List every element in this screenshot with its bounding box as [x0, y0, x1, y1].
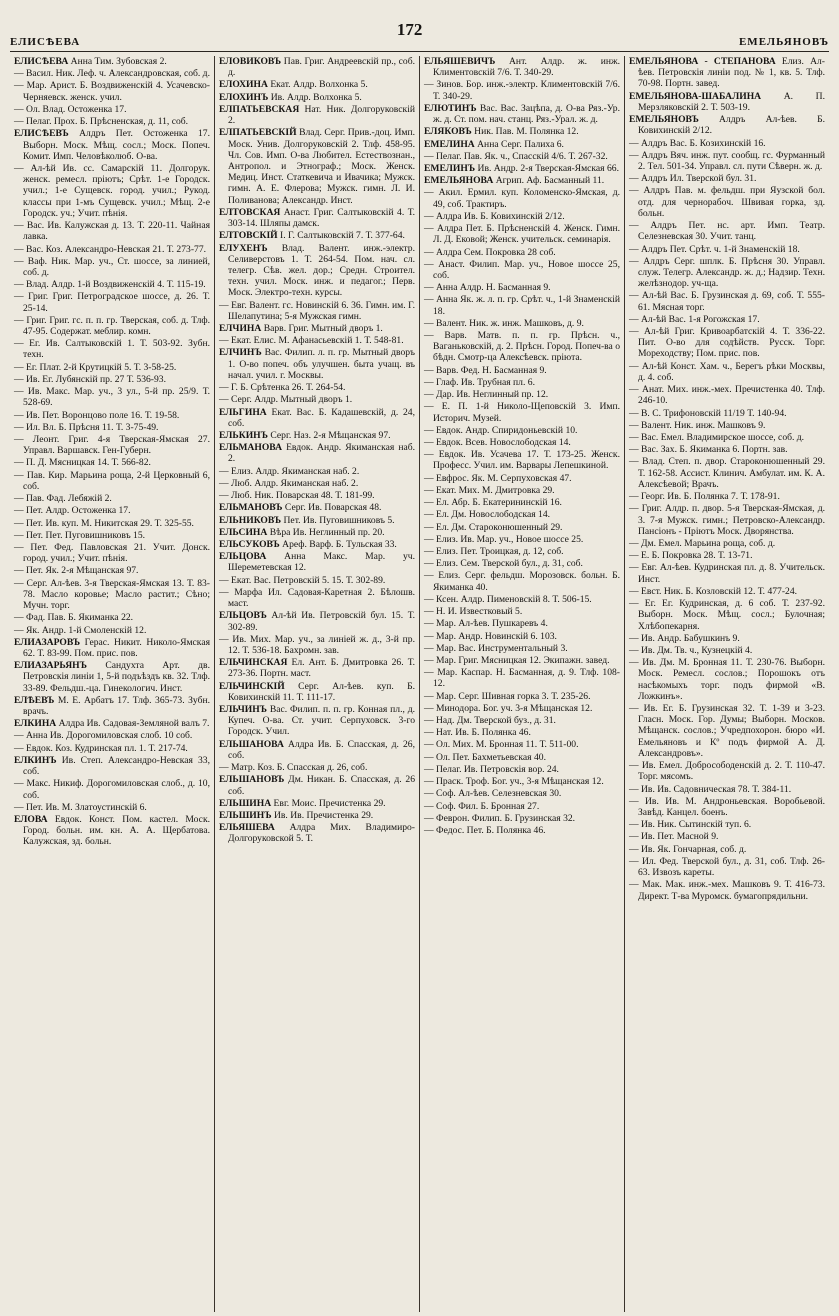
directory-entry: — Евдок. Всев. Новослободская 14. [424, 437, 571, 448]
directory-entry: ЕЛЬЯШЕВИЧЪ Ант. Алдр. ж. инж. Климентовскій 7/6. Т. 340-29. [424, 56, 620, 79]
directory-entry: — Серг. Алдр. Мытный дворъ 1. [219, 394, 353, 406]
directory-entry: — Акил. Ермил. куп. Коломенско-Ямская, д. 49, соб. Трактиръ. [424, 187, 620, 210]
directory-entry: — Алдръ Ил. Тверской бул. 31. [629, 173, 757, 185]
directory-entry: ЕЛЯКОВЪ Ник. Пав. М. Полянка 12. [424, 126, 579, 138]
directory-entry: — Пав. Кир. Марьина роща, 2-й Церковный 6, соб. [14, 469, 210, 492]
directory-entry: — Анат. Мих. инж.-мех. Пречистенка 40. Тлф. 246-10. [629, 384, 825, 407]
directory-entry: ЕЛЬЦОВА Анна Макс. Мар. уч. Шереметевская 12. [219, 551, 415, 574]
directory-entry: ЕЛЬШИНА Евг. Моис. Пречистенка 29. [219, 797, 386, 809]
directory-entry: ЕЛОВИКОВЪ Пав. Григ. Андреевскій пр., соб. д. [219, 56, 415, 79]
directory-entry: — Екат. Вас. Петровскій 5. 15. Т. 302-89. [219, 574, 386, 586]
directory-entry: — Мар. Каспар. Н. Басманная, д. 9. Тлф. 108-12. [424, 667, 620, 690]
directory-entry: ЕЛЬМАНОВА Евдок. Андр. Якиманская наб. 2. [219, 442, 415, 465]
directory-entry: — Ив. Ник. Сытинскій туп. 6. [629, 819, 752, 831]
directory-entry: — Григ. Алдр. п. двор. 5-я Тверская-Ямская, д. 3. 7-я Мужск. гимн.; Петровско-Александр. Пансіонъ - Пріютъ Моск. Дворянства. [629, 503, 825, 537]
directory-entry: — Ваф. Ник. Мар. уч., Ст. шоссе, за линией, соб. д. [14, 255, 210, 278]
directory-entry: — Пет. Як. 2-я Мѣщанская 97. [14, 565, 139, 577]
directory-entry: — П. Д. Мясницкая 14. Т. 566-82. [14, 457, 151, 469]
directory-entry: — Г. Б. Срѣтенка 26. Т. 264-54. [219, 382, 346, 394]
directory-entry: ЕМЕЛЬЯНОВА Агрип. Аф. Басманный 11. [424, 175, 605, 187]
directory-entry: — Ел. Дм. Новослободская 14. [424, 509, 551, 521]
directory-columns [10, 56, 829, 1312]
directory-entry: — Ег. Ег. Кудринская, д. 6 соб. Т. 237-92. Выборн. Моск. Мѣщ. сосл.; Булочная; Хлѣбопекарня. [629, 598, 825, 632]
directory-entry: ЕЛЬЧИНСКАЯ Ел. Ант. Б. Дмитровка 26. Т. 273-36. Портн. маст. [219, 657, 415, 680]
directory-entry: — Пет. Фед. Павловская 21. Учит. Донск. город. учил.; Учит. пѣнія. [14, 541, 210, 565]
directory-entry: — Ив. Дм. Тв. ч., Кузнецкій 4. [629, 644, 753, 656]
directory-entry: — Матр. Коз. Б. Спасская д. 26, соб. [219, 762, 368, 774]
directory-entry: — Фад. Пав. Б. Якиманка 22. [14, 612, 134, 624]
directory-entry: ЕЛОХИНА Екат. Алдр. Волхонка 5. [219, 79, 368, 91]
directory-entry: ЕМЕЛИНА Анна Серг. Палиха 6. [424, 138, 564, 150]
directory-entry: — Алдра Пет. Б. Прѣсненскій 4. Женск. Гимн. Л. Д. Ековой; Женск. учительск. семинарія. [424, 223, 620, 246]
directory-entry: — Ег. Плат. 2-й Крутицкій 5. Т. 3-58-25. [14, 361, 177, 373]
directory-entry: — Ол. Мих. М. Бронная 11. Т. 511-00. [424, 739, 579, 751]
page-number: 172 [396, 20, 423, 39]
directory-entry: — В. С. Трифоновскій 11/19 Т. 140-94. [629, 407, 787, 419]
directory-entry: — Люб. Алдр. Якиманская наб. 2. [219, 477, 359, 489]
directory-column-1 [10, 56, 215, 1312]
directory-entry: — Анна Ив. Дорогомиловская слоб. 10 соб. [14, 730, 193, 742]
directory-entry: — Алдра Ив. Б. Ковихинскій 2/12. [424, 210, 565, 222]
directory-entry: — Евг. Ал-ѣев. Кудринская пл. д. 8. Учительск. Инст. [629, 562, 825, 585]
directory-entry: — Ив. Мих. Мар. уч., за линіей ж. д., 3-й пр. 12. Т. 536-18. Бахромн. зав. [219, 633, 415, 656]
directory-entry: — Як. Андр. 1-й Смоленскій 12. [14, 624, 147, 636]
directory-entry: — Ил. Фед. Тверской бул., д. 31, соб. Тлф. 26-63. Извозъ кареты. [629, 855, 825, 879]
directory-entry: — Мар. Ал-ѣев. Пушкаревъ 4. [424, 618, 548, 630]
directory-entry: — Ив. Як. Гончарная, соб. д. [629, 843, 747, 855]
directory-entry: — Влад. Степ. п. двор. Староконюшенный 29. Т. 162-58. Ассист. Клинич. Амбулат. им. К. А. Алексѣевой; Врачъ. [629, 456, 825, 490]
directory-entry: — Ив. Пет. Воронцово поле 16. Т. 19-58. [14, 409, 180, 421]
header-left-guide-word: ЕЛИСѢЕВА [10, 36, 81, 48]
directory-entry: ЕЛЧИНА Варв. Григ. Мытный дворъ 1. [219, 323, 383, 335]
directory-entry: — Мар. Серг. Шивная горка 3. Т. 235-26. [424, 690, 591, 702]
directory-entry: — Елиз. Сем. Тверской бул., д. 31, соб. [424, 558, 583, 570]
directory-column-4 [625, 56, 829, 1312]
directory-entry: — Анна Як. ж. л. п. гр. Срѣт. ч., 1-й Знаменскій 18. [424, 294, 620, 317]
directory-entry: — Пет. Ив. М. Златоустинскій 6. [14, 801, 147, 813]
directory-entry: ЕЛКИНЪ Ив. Степ. Александро-Невская 33, соб. [14, 754, 210, 778]
directory-entry: — Федос. Пет. Б. Полянка 46. [424, 825, 546, 836]
directory-entry: — Пет. Пет. Пуговишниковъ 15. [14, 529, 146, 541]
directory-entry: — Георг. Ив. Б. Полянка 7. Т. 178-91. [629, 491, 780, 503]
directory-entry: ЕЛОВА Евдок. Конст. Пом. кастел. Моск. Город. больн. им. кн. А. А. Щербатова. Калужская, зд. больн. [14, 814, 210, 848]
directory-entry: — Ег. Ив. Салтыковскій 1. Т. 503-92. Зубн. техн. [14, 338, 210, 361]
directory-entry: — Зинов. Бор. инж.-электр. Климентовскій 7/6. Т. 340-29. [424, 79, 620, 102]
directory-entry: — Вас. Ив. Калужская д. 13. Т. 220-11. Чайная лавка. [14, 220, 210, 243]
directory-entry: — Евдок. Андр. Спиридоньевскій 10. [424, 424, 578, 436]
directory-entry: — Ал-ѣй Конст. Хам. ч., Берегъ рѣки Москвы, д. 4. соб. [629, 360, 825, 383]
directory-entry: ЕЛѢЕВЪ М. Е. Арбатъ 17. Тлф. 365-73. Зубн. врачъ. [14, 694, 210, 718]
directory-entry: — Ол. Пет. Бахметьевская 40. [424, 751, 546, 763]
directory-entry: — Ел. Абр. Б. Екатерининскій 16. [424, 497, 562, 509]
directory-entry: ЕМЕЛЬЯНОВА-ШАБАЛИНА А. П. Мерзляковскій 2. Т. 503-19. [629, 90, 825, 113]
directory-entry: ЕЛИСѢЕВЪ Алдръ Пет. Остоженка 17. Выборн. Моск. Мѣщ. сосл.; Моск. Попеч. Комит. Имп. Человѣколюб. О-ва. [14, 128, 210, 162]
directory-entry: — Мар. Вас. Инструментальный 3. [424, 642, 568, 654]
directory-entry: — Евдок. Ив. Усачева 17. Т. 173-25. Женск. Професс. Учил. им. Варвары Лепешкиной. [424, 449, 620, 472]
directory-entry: — Алдръ Серг. шплк. Б. Прѣсня 30. Управл. служ. Телегр. Александр. ж. д.; Надзир. Техн. желѣзнодор. уч-ща. [629, 255, 825, 290]
directory-entry: ЕМЕЛИНЪ Ив. Андр. 2-я Тверская-Ямская 66. [424, 162, 619, 174]
directory-entry: — Ел. Дм. Староконюшенный 29. [424, 521, 563, 533]
directory-entry: — Мар. Андр. Новинскій 6. 103. [424, 630, 557, 642]
directory-entry: ЕЛУХЕНЪ Влад. Валент. инж.-электр. Селиверстовъ 1. Т. 264-54. Пом. нач. сл. телегр. Сѣв. жел. дор.; Средн. Строител. техн. учил. Моск. инж. и педагог.; Перв. Моск. Электро-техн. курсы. [219, 242, 415, 299]
directory-entry: — Ив. Ив. Садовническая 78. Т. 384-11. [629, 783, 792, 795]
directory-entry: — Ал-ѣй Вас. 1-я Рогожская 17. [629, 313, 760, 325]
directory-entry: — Пав. Фад. Лебяжій 2. [14, 493, 112, 505]
directory-entry: ЕЛТОВСКІЙ І. Г. Салтыковскій 7. Т. 377-64. [219, 230, 405, 242]
directory-entry: — Мар. Григ. Мясницкая 12. Экипажн. завед. [424, 654, 610, 666]
directory-entry: ЕМЕЛЬЯНОВЪ Алдръ Ал-ѣев. Б. Ковихинскій 2/12. [629, 114, 825, 137]
directory-entry: — Нат. Ив. Б. Полянка 46. [424, 727, 531, 739]
directory-entry: ЕЛЬШАНОВА Алдра Ив. Б. Спасская, д. 26, соб. [219, 738, 415, 761]
directory-entry: — Соф. Фил. Б. Бронная 27. [424, 800, 540, 812]
directory-entry: — Люб. Ник. Поварская 48. Т. 181-99. [219, 490, 375, 502]
directory-entry: — Ив. Ег. Б. Грузинская 32. Т. 1-39 и 3-23. Гласн. Моск. Гор. Думы; Выборн. Москов. Мѣщанск. сослов.; Учредпохорон. бюро «И. Емельяновъ и Кº подъ фирмой А. Д. Александровъ». [629, 703, 825, 759]
directory-entry: — Ал-ѣй Ив. сс. Самарскій 11. Долгорук. женск. ремесл. пріютъ; Срѣт. 1-е Городск. учил.; 1-е Сущевск. город. учил.; Рукод. классы при 1-мъ Сущевск. учил.; Мѣщ. 2-е Городск. уч.; Учит. пѣнія. [14, 162, 210, 219]
directory-entry: — Евфрос. Як. М. Серпуховская 47. [424, 472, 572, 484]
directory-entry: — Серг. Ал-ѣев. 3-я Тверская-Ямская 13. Т. 83-78. Масло коровье; Масло растит.; Сѣно; Мучн. торг. [14, 577, 210, 612]
directory-entry: ЕЛЬСУКОВЪ Ареф. Варф. Б. Тульская 33. [219, 538, 397, 550]
directory-entry: — Елиз. Алдр. Якиманская наб. 2. [219, 465, 360, 477]
directory-entry: — Алдръ Пав. м. фельдш. при Яузской бол. отд. для чернорабоч. Швивая горка, зд. больн. [629, 185, 825, 219]
directory-entry: — Ив. Макс. Мар. уч., 3 ул., 5-й пр. 25/9. Т. 528-69. [14, 386, 210, 409]
directory-entry: ЕЛЬКИНЪ Серг. Наз. 2-я Мѣщанская 97. [219, 430, 391, 441]
directory-entry: ЕЛТОВСКАЯ Анаст. Григ. Салтыковскій 4. Т. 303-14. Шляпы дамск. [219, 206, 415, 230]
directory-column-3 [420, 56, 625, 1312]
directory-entry: — Ол. Влад. Остоженка 17. [14, 103, 127, 115]
directory-entry: — Ал-ѣй Григ. Кривоарбатскій 4. Т. 336-22. Пит. О-во для содѣйств. Русск. Торг. Мореходству; Пом. прис. пов. [629, 326, 825, 360]
directory-entry: — Алдръ Пет. нс. арт. Имп. Театр. Селезневская 30. Учит. танц. [629, 220, 825, 243]
directory-entry: ЕЛПАТЬЕВСКАЯ Нат. Ник. Долгоруковскій 2. [219, 103, 415, 127]
directory-entry: — Григ. Григ. Петроградское шоссе, д. 26. Т. 25-14. [14, 291, 210, 314]
directory-entry: ЕЛОХИНЪ Ив. Алдр. Волхонка 5. [219, 91, 362, 103]
directory-entry: — Алдра Сем. Покровка 28 соб. [424, 246, 556, 258]
directory-entry: — Пелаг. Прох. Б. Прѣсненская, д. 11, соб. [14, 116, 189, 128]
directory-entry: — Варв. Фед. Н. Басманная 9. [424, 364, 547, 376]
directory-entry: — Екат. Мих. М. Дмитровка 29. [424, 484, 555, 496]
directory-entry: ЕЛЬЧИНЪ Вас. Филип. п. п. гр. Конная пл., д. Купеч. О-ва. Ст. учит. Серпуховск. 3-го Городск. Учил. [219, 704, 415, 738]
directory-entry: — Пет. Ив. куп. М. Никитская 29. Т. 325-55. [14, 517, 194, 529]
directory-entry: — Ив. Андр. Бабушкинъ 9. [629, 632, 740, 644]
directory-entry: ЕЛЬШАНОВЪ Дм. Никан. Б. Спасская, д. 26 соб. [219, 774, 415, 797]
directory-entry: — Ив. Емел. Добросободенскій д. 2. Т. 110-47. Торг. мясомъ. [629, 760, 825, 783]
directory-entry: — Ив. Пет. Масной 9. [629, 831, 719, 843]
directory-entry: — Дм. Емел. Марьина роща, соб. д. [629, 537, 776, 549]
directory-entry: — Ив. Ив. М. Андроньевская. Воробьевой. Завѣд. Канцел. боенъ. [629, 795, 825, 818]
directory-entry: — Соф. Ал-ѣев. Селезневская 30. [424, 788, 562, 800]
directory-column-2 [215, 56, 420, 1312]
directory-entry: ЕМЕЛЬЯНОВА - СТЕПАНОВА Елиз. Ал-ѣев. Петровскія линіи под. № 1, кв. 5. Тлф. 70-98. Портн. завед. [629, 56, 825, 90]
directory-entry: ЕЛЬМАНОВЪ Серг. Ив. Поварская 48. [219, 502, 382, 514]
directory-entry: — Анна Алдр. Н. Басманная 9. [424, 282, 551, 294]
directory-entry: — Елиз. Серг. фельдш. Морозовск. больн. Б. Якиманка 40. [424, 570, 620, 593]
directory-entry: — Варв. Матв. п. п. гр. Прѣсн. ч., Ваганьковскій, д. 2. Прѣсн. Город. Попеч-ва о бѣдн. Смотр-ца Алексѣевск. пріюта. [424, 330, 620, 364]
directory-entry: ЕЛЬГИНА Екат. Вас. Б. Кадашевскій, д. 24, соб. [219, 406, 415, 429]
directory-entry: — Вас. Емел. Владимирское шоссе, соб. д. [629, 432, 805, 443]
directory-entry: ЕЛЬЦОВЪ Ал-ѣй Ив. Петровскій бул. 15. Т. 302-89. [219, 610, 415, 633]
directory-entry: — Пелаг. Ив. Петровскія вор. 24. [424, 763, 559, 775]
directory-entry: — Валент. Ник. ж. инж. Машковъ, д. 9. [424, 317, 584, 329]
directory-entry: — Ив. Ег. Лубянскій пр. 27 Т. 536-93. [14, 373, 166, 385]
directory-entry: — Мар. Арист. Б. Воздвиженскій 4. Усачевско-Черняевск. женск. учил. [14, 80, 210, 103]
directory-entry: — Евдок. Коз. Кудринская пл. 1. Т. 217-74. [14, 742, 188, 754]
directory-entry: — Анаст. Филип. Мар. уч., Новое шоссе 25, соб. [424, 258, 620, 281]
directory-entry: — Ив. Дм. М. Бронная 11. Т. 230-76. Выборн. Моск. Ремесл. сослов.; Порошокъ отъ насѣкомыхъ торг. подъ фирмой «В. Ложкинъ». [629, 657, 825, 702]
directory-entry: — Н. И. Известковый 5. [424, 606, 523, 618]
directory-entry: — Ил. Вл. Б. Прѣсня 11. Т. 3-75-49. [14, 421, 159, 433]
directory-entry: ЕЛЬЯШЕВА Алдра Мих. Владимиро-Долгоруковской 5. Т. [219, 822, 415, 845]
directory-entry: — Алдръ Вяч. инж. пут. сообщ. гс. Фурманный 2. Тел. 501-34. Управл. сл. пути Сѣверн. ж. д. [629, 149, 825, 172]
directory-entry: — Елиз. Пет. Троицкая, д. 12, соб. [424, 545, 564, 557]
directory-entry: — Григ. Григ. гс. п. п. гр. Тверская, соб. д. Тлф. 47-95. Содержат. меблир. комн. [14, 314, 210, 338]
directory-entry: ЕЛИСѢЕВА Анна Тим. Зубовская 2. [14, 56, 167, 67]
directory-entry: ЕЛКИНА Алдра Ив. Садовая-Земляной валъ 7. [14, 718, 210, 730]
directory-entry: — Евг. Валент. гс. Новинскій 6. 36. Гимн. им. Г. Шелапутина; 5-я Мужская гимн. [219, 299, 415, 322]
directory-entry: ЕЛЬШИНЪ Ив. Ив. Пречистенка 29. [219, 810, 374, 821]
directory-entry: — Глаф. Ив. Трубная пл. 6. [424, 376, 535, 388]
directory-entry: — Евст. Ник. Б. Козловскій 12. Т. 477-24. [629, 585, 798, 597]
directory-entry: — Ал-ѣй Вас. Б. Грузинская д. 69, соб. Т. 555-61. Мясная торг. [629, 290, 825, 313]
directory-entry: — Влад. Алдр. 1-й Воздвиженскій 4. Т. 115-19. [14, 279, 206, 291]
directory-entry: ЕЛЧИНЪ Вас. Филип. л. п. гр. Мытный дворъ 1. О-во попеч. объ улучшен. быта учащ. въ начал. учил. г. Москвы. [219, 347, 415, 381]
directory-entry: — Вас. Зах. Б. Якиманка 6. Портн. зав. [629, 444, 788, 456]
directory-entry: — Дар. Ив. Неглинный пр. 12. [424, 389, 549, 401]
directory-entry: ЕЛПАТЬЕВСКІЙ Влад. Серг. Прив.-доц. Имп. Моск. Унив. Долгоруковскій 2. Тлф. 458-95. Чл. Сов. Имп. О-ва Любител. Естествознан., Антропол. и Этнограф.; Моск. Женск. Медиц. Инст. Статкевича и Ивачика; Мужск. гимн. А. Е. Флерова; Мужск. гимн. Л. И. Поливанова; Александр. Инст. [219, 127, 415, 206]
directory-entry: ЕЛЬСИНА Вѣра Ив. Неглинный пр. 20. [219, 526, 385, 538]
directory-entry: ЕЛЬНИКОВЪ Пет. Ив. Пуговишниковъ 5. [219, 514, 395, 526]
directory-entry: — Феврон. Филип. Б. Грузинская 32. [424, 812, 576, 824]
directory-entry: — Екат. Елис. М. Афанасьевскій 1. Т. 548-81. [219, 335, 404, 347]
directory-entry: — Марфа Ил. Садовая-Каретная 2. Бѣлошв. маст. [219, 586, 415, 610]
directory-entry: — Леонт. Григ. 4-я Тверская-Ямская 27. Управл. Варшавск. Ген-Губерн. [14, 434, 210, 457]
directory-entry: — Пелаг. Пав. Як. ч., Спасскій 4/6. Т. 267-32. [424, 150, 608, 162]
directory-entry: — Алдръ Вас. Б. Козихинскій 16. [629, 137, 766, 149]
directory-entry: — Мак. Мак. инж.-мех. Машковъ 9. Т. 416-73. Директ. Т-ва Муромск. бумагопрядильни. [629, 879, 825, 902]
directory-entry: — Праск. Троф. Бог. уч., 3-я Мѣщанская 12. [424, 776, 604, 788]
directory-entry: ЕЛИАЗАРОВЪ Герас. Никит. Николо-Ямская 62. Т. 83-99. Пом. прис. пов. [14, 636, 210, 659]
directory-entry: — Е. П. 1-й Николо-Щеповскій 3. Имп. Историч. Музей. [424, 401, 620, 424]
header-right-guide-word: ЕМЕЛЬЯНОВЪ [738, 36, 829, 48]
directory-entry: ЕЛЬЧИНСКІЙ Серг. Ал-ѣев. куп. Б. Ковихинскій 11. Т. 111-17. [219, 680, 415, 703]
page-header [10, 0, 829, 52]
directory-entry: — Вас. Коз. Александро-Невская 21. Т. 273-77. [14, 243, 207, 255]
directory-entry: ЕЛЮТИНЪ Вас. Вас. Зацѣпа, д. О-ва Ряз.-Ур. ж. д. Ст. пом. нач. станц. Ряз.-Урал. ж. д. [424, 102, 620, 126]
directory-entry: — Минодора. Бог. уч. 3-я Мѣщанская 12. [424, 702, 593, 714]
directory-entry: — Елиз. Ив. Мар. уч., Новое шоссе 25. [424, 533, 584, 545]
directory-entry: — Е. Б. Покровка 28. Т. 13-71. [629, 550, 753, 562]
directory-entry: — Макс. Никиф. Дорогомиловская слоб., д. 10, соб. [14, 778, 210, 801]
directory-entry: — Валент. Ник. инж. Машковъ 9. [629, 419, 766, 431]
directory-entry: — Алдръ Пет. Срѣт. ч. 1-й Знаменскій 18. [629, 243, 800, 255]
directory-entry: — Над. Дм. Тверской буз., д. 31. [424, 715, 556, 727]
directory-entry: — Васил. Ник. Леф. ч. Александровская, соб. д. [14, 68, 210, 80]
directory-entry: — Пет. Алдр. Остоженка 17. [14, 505, 131, 517]
directory-entry: — Ксен. Алдр. Пименовскій 8. Т. 506-15. [424, 593, 592, 605]
directory-entry: ЕЛИАЗАРЬЯНЪ Сандухта Арт. дв. Петровскія линіи 1, 5-й подъѣздъ кв. 32. Тлф. 33-89. Фельдш.-ца. Гинекологич. Инст. [14, 660, 210, 694]
